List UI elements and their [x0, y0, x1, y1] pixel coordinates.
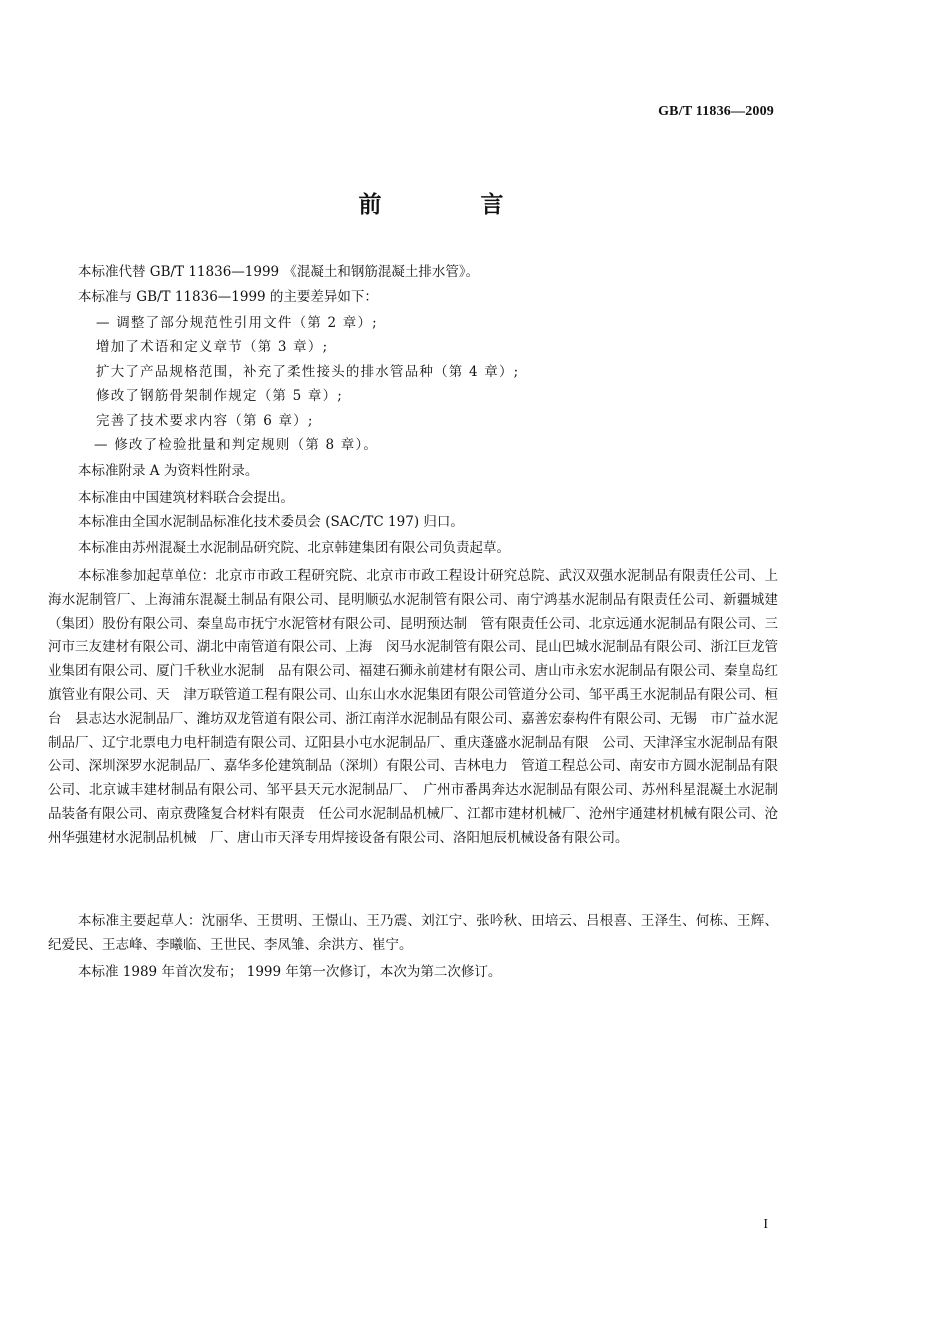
text-line: 本标准与 GB/T 11836—1999 的主要差异如下：: [78, 289, 378, 305]
page-number: I: [763, 1217, 768, 1232]
text-line: 本标准代替 GB/T 11836—1999 《混凝土和钢筋混凝土排水管》。: [78, 264, 480, 280]
list-item: — 调整了部分规范性引用文件（第 2 章）;: [96, 315, 378, 331]
body-text: [48, 910, 778, 957]
list-item: 修改了钢筋骨架制作规定（第 5 章）;: [96, 388, 344, 404]
list-item: 增加了术语和定义章节（第 3 章）;: [96, 339, 329, 355]
drafters-paragraph: 本标准主要起草人：沈丽华、王贯明、王憬山、王乃震、刘江宁、张吟秋、田培云、吕根喜、王泽生、何栋、王辉、纪爱民、王志峰、李曦临、王世民、李凤雏、余洪方、崔宁。: [48, 913, 778, 953]
text-line: 本标准由苏州混凝土水泥制品研究院、北京韩建集团有限公司负责起草。: [78, 540, 510, 556]
list-item: — 修改了检验批量和判定规则（第 8 章）。: [94, 437, 379, 453]
list-item: 完善了技术要求内容（第 6 章）;: [96, 413, 314, 429]
text-line: 本标准由全国水泥制品标准化技术委员会 (SAC/TC 197) 归口。: [78, 514, 464, 530]
page-title: 前 言: [358, 192, 542, 218]
units-paragraph: 本标准参加起草单位：北京市市政工程研究院、北京市市政工程设计研究总院、武汉双强水泥制品有限责任公司、上海水泥制管厂、上海浦东混凝土制品有限公司、昆明顺弘水泥制管有限公司、南宁鸿基水泥制品有限责任公司、新疆城建（集团）股份有限公司、秦皇岛市抚宁水泥管材有限公司、昆明预达制 管有限责任公司、北京远通水泥制品有限公司、三河市三友建材有限公司、湖北中南管道有限公司、上海 闵马水泥制管有限公司、昆山巴城水泥制品有限公司、浙江巨龙管业集团有限公司、厦门千秋业水泥制 品有限公司、福建石狮永前建材有限公司、唐山市永宏水泥制品有限公司、秦皇岛红旗管业有限公司、天 津万联管道工程有限公司、山东山水水泥集团有限公司管道分公司、邹平禹王水泥制品有限公司、桓台 县志达水泥制品厂、潍坊双龙管道有限公司、浙江南洋水泥制品有限公司、嘉善宏泰构件有限公司、无锡 市广益水泥制品厂、辽宁北票电力电杆制造有限公司、辽阳县小屯水泥制品厂、重庆蓬盛水泥制品有限 公司、天津泽宝水泥制品有限公司、深圳深罗水泥制品厂、嘉华多伦建筑制品（深圳）有限公司、吉林电力 管道工程总公司、南安市方圆水泥制品有限公司、北京诚丰建材制品有限公司、邹平县天元水泥制品厂、 广州市番禺奔达水泥制品有限公司、苏州科星混凝土水泥制品装备有限公司、南京费隆复合材料有限责 任公司水泥制品机械厂、江都市建材机械厂、沧州宇通建材机械有限公司、沧州华强建材水泥制品机械 厂、唐山市天泽专用焊接设备有限公司、洛阳旭辰机械设备有限公司。: [48, 568, 778, 846]
body-text: [48, 565, 778, 851]
list-item: 扩大了产品规格范围，补充了柔性接头的排水管品种（第 4 章）;: [96, 364, 520, 380]
text-line: 本标准由中国建筑材料联合会提出。: [78, 490, 294, 506]
text-line: 本标准 1989 年首次发布； 1999 年第一次修订，本次为第二次修订。: [78, 964, 502, 980]
text-line: 本标准附录 A 为资料性附录。: [78, 463, 259, 479]
standard-code: GB/T 11836—2009: [658, 104, 774, 119]
